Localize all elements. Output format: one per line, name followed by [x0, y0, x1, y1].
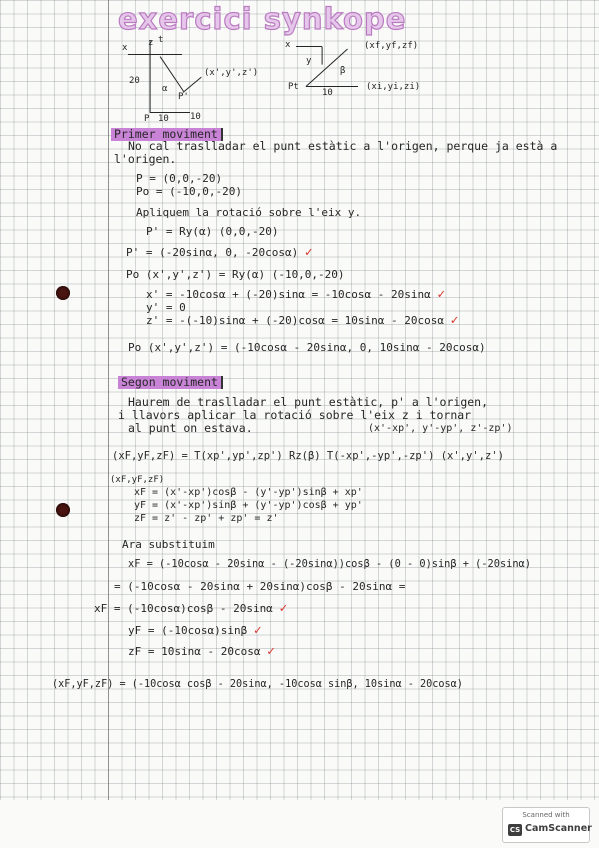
camscanner-badge: [502, 807, 590, 843]
check-mark-icon: ✓: [304, 245, 313, 260]
check-mark-icon: ✓: [267, 644, 275, 659]
punch-hole-bottom: [56, 503, 70, 517]
note-line: zF = z' - zp' + zp' = z': [134, 513, 279, 524]
note-line: (xF,yF,zF) = T(xp',yp',zp') Rz(β) T(-xp',-yp',-zp') (x',y',z'): [112, 450, 504, 462]
label: y: [306, 56, 312, 66]
label: (xi,yi,zi): [366, 82, 421, 92]
label: x: [285, 40, 291, 50]
camscanner-brand: CamScanner: [525, 823, 592, 834]
label: P: [144, 114, 150, 124]
note-line: xF = (x'-xp')cosβ - (y'-yp')sinβ + xp': [134, 487, 363, 498]
note-line: xF = (-10cosα - 20sinα - (-20sinα))cosβ - (0 - 0)sinβ + (-20sinα): [128, 558, 531, 570]
note-line: Po = (-10,0,-20): [136, 185, 242, 198]
note-line: yF = (-10cosα)sinβ ✓: [128, 623, 262, 638]
label: 20: [129, 76, 140, 86]
page-title: exercici synkope: [118, 2, 407, 36]
note-line: P' = (-20sinα, 0, -20cosα) ✓: [126, 245, 313, 260]
note-line: (xF,yF,zF): [110, 475, 165, 485]
scanned-with-label: Scanned with: [522, 811, 570, 819]
axis-z-line: [149, 41, 150, 113]
axis-y-line: [321, 47, 322, 65]
check-mark-icon: ✓: [253, 623, 262, 638]
label: 10: [158, 114, 169, 124]
check-mark-icon: ✓: [450, 313, 459, 328]
check-mark-icon: ✓: [279, 601, 288, 616]
note-line: l'origen.: [114, 152, 177, 166]
label: β: [340, 66, 346, 76]
note-line: Po (x',y',z') = (-10cosα - 20sinα, 0, 10sinα - 20cosα): [128, 341, 486, 354]
note-line: Po (x',y',z') = Ry(α) (-10,0,-20): [126, 268, 345, 281]
punch-hole-top: [56, 286, 70, 300]
note-line: Ara substituim: [122, 538, 215, 551]
label: 10: [190, 112, 201, 122]
note-line: P' = Ry(α) (0,0,-20): [146, 225, 279, 238]
note-line: = (-10cosα - 20sinα + 20sinα)cosβ - 20sinα =: [114, 580, 406, 593]
label: t: [158, 35, 164, 45]
section-heading-primer-moviment: Primer moviment: [111, 128, 223, 141]
label: α: [162, 84, 168, 94]
note-line: al punt on estava.: [128, 421, 253, 435]
note-line: z' = -(-10)sinα + (-20)cosα = 10sinα - 20cosα ✓: [146, 313, 459, 328]
camscanner-logo-icon: CS: [509, 826, 521, 834]
note-line: yF = (x'-xp')sinβ + (y'-yp')cosβ + yp': [134, 500, 363, 511]
bottom-line: [150, 112, 190, 113]
label: P': [178, 92, 189, 102]
label: (xf,yf,zf): [364, 41, 419, 51]
note-line: i llavors aplicar la rotació sobre l'eix z i tornar: [118, 408, 472, 422]
section-heading-segon-moviment: Segon moviment: [118, 376, 223, 389]
check-mark-icon: ✓: [437, 287, 446, 302]
base-line: [306, 86, 358, 87]
arm-line-2: [183, 77, 202, 93]
label: x: [122, 43, 128, 53]
label: 10: [322, 88, 333, 98]
note-line: P = (0,0,-20): [136, 172, 223, 185]
note-line: x' = -10cosα + (-20)sinα = -10cosα - 20sinα ✓: [146, 287, 446, 302]
note-line: Haurem de traslladar el punt estàtic, p' a l'origen,: [128, 395, 489, 409]
label: (x',y',z'): [204, 68, 259, 78]
note-line: Apliquem la rotació sobre l'eix y.: [136, 206, 362, 219]
axis-x-line: [128, 54, 182, 55]
note-line: No cal traslladar el punt estàtic a l'origen, perque ja està a: [128, 139, 558, 153]
note-line: zF = 10sinα - 20cosα ✓: [128, 644, 275, 659]
final-result-line: (xF,yF,zF) = (-10cosα cosβ - 20sinα, -10cosα sinβ, 10sinα - 20cosα): [52, 679, 463, 690]
label: Pt: [288, 82, 299, 92]
label: z: [148, 38, 154, 48]
note-line: (x'-xp', y'-yp', z'-zp'): [368, 423, 513, 434]
axis-x-line: [296, 46, 322, 47]
note-line: y' = 0: [146, 301, 186, 314]
note-line: xF = (-10cosα)cosβ - 20sinα ✓: [94, 601, 288, 616]
